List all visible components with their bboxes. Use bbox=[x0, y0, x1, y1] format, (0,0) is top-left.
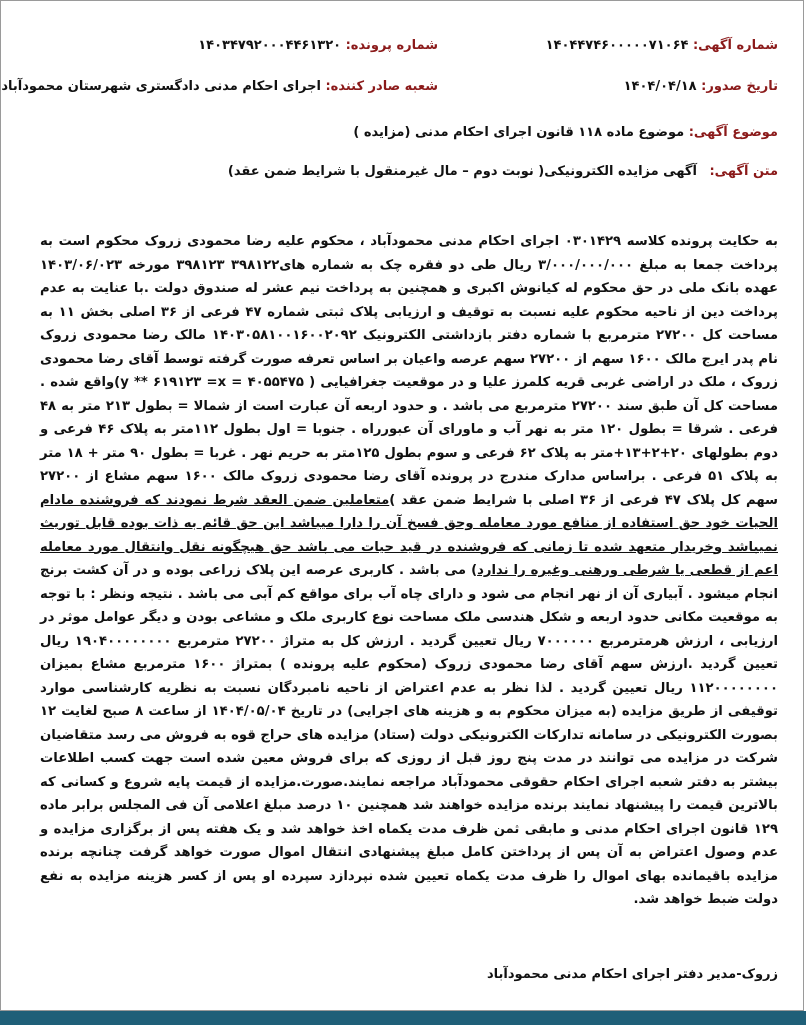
issue-date bbox=[624, 79, 778, 94]
notice-body-paragraph bbox=[40, 230, 778, 912]
issue-date-label: تاریخ صدور: bbox=[701, 79, 778, 94]
issue-date-value: ۱۴۰۴/۰۴/۱۸ bbox=[623, 79, 697, 94]
file-number bbox=[198, 38, 438, 53]
notice-subject bbox=[353, 125, 778, 140]
notice-number-label: شماره آگهی: bbox=[692, 38, 778, 53]
file-number-label: شماره پرونده: bbox=[345, 38, 438, 53]
notice-subject-value: موضوع ماده ۱۱۸ قانون اجرای احکام مدنی (مزایده ) bbox=[353, 125, 685, 140]
notice-title bbox=[228, 164, 778, 179]
bottom-bar bbox=[0, 1011, 806, 1025]
body-part-2: ) می باشد . کاربری عرصه این پلاک زراعی بوده و در آن کشت برنج انجام میشود . آبیاری آن از نهر انجام می شود و دارای چاه آب برای مواقع کم آبی می باشد . نتیجه ونظر : با توجه به موقعیت مکانی حدود اربعه و شکل هندسی ملک مساحت نوع کاربری ملک و مشاعی بودن و دیگر عوامل موثر در ارزیابی ، ارزش هرمترمربع ۷۰۰۰۰۰۰ ریال تعیین گردید . ارزش کل به متراژ ۲۷۲۰۰ مترمربع ۱۹۰۴۰۰۰۰۰۰۰۰ ریال تعیین گردید .ارزش سهم آقای رضا محمودی زروک (محکوم علیه پرونده ) بمتراژ ۱۶۰۰ مترمربع مشاع بمیزان ۱۱۲۰۰۰۰۰۰۰۰ ریال تعیین گردید . لذا نظر به عدم اعتراض از ناحیه نامبردگان نسبت به نظریه کارشناسی موارد توقیفی از طریق مزایده (به میزان محکوم به و هزینه های اجرایی) در تاریخ ۱۴۰۴/۰۵/۰۴ از ساعت ۸ صبح لغایت ۱۲ بصورت الکترونیکی در سامانه تدارکات الکترونیکی دولت (ستاد) مزایده های حراج قوه به فروش می رسد متقاضیان شرکت در مزایده می توانند در مدت پنج روز قبل از روزی که برای فروش معین شده است جهت کسب اطلاعات بیشتر به دفتر شعبه اجرای احکام حقوقی محمودآباد مراجعه نمایند.صورت.مزایده از قیمت پایه شروع و کسانی که بالاترین قیمت را پیشنهاد نمایند برنده مزایده خواهند شد همچنین ۱۰ درصد مبلغ اعلامی آن فی المجلس برابر ماده ۱۲۹ قانون اجرای احکام مدنی و مابقی ثمن ظرف مدت یکماه اخذ خواهد شد و یک هفته پس از برگزاری مزایده و عدم وصول اعتراض به آن پس از پرداختن کامل مبلغ پیشنهادی انتقال اموال صورت خواهد گرفت چنانچه برنده مزایده باقیمانده بهای اموال را ظرف مدت یکماه تعیین شده نپردازد سپرده او پس از کسر هزینه مزایده به نفع دولت ضبط خواهد شد. bbox=[40, 563, 778, 907]
notice-text-value: آگهی مزایده الکترونیکی( نوبت دوم – مال غیرمنقول با شرایط ضمن عقد) bbox=[227, 164, 697, 179]
issuing-branch bbox=[1, 79, 438, 94]
signature-line: زروک-مدیر دفتر اجرای احکام مدنی محمودآباد bbox=[486, 967, 778, 982]
notice-text-label: متن آگهی: bbox=[709, 164, 778, 179]
issuing-branch-value: اجرای احکام مدنی دادگستری شهرستان محمودآباد bbox=[1, 79, 321, 94]
notice-subject-label: موضوع آگهی: bbox=[688, 125, 778, 140]
notice-number bbox=[546, 38, 778, 53]
file-number-value: ۱۴۰۳۴۷۹۲۰۰۰۴۴۶۱۳۲۰ bbox=[198, 38, 342, 53]
body-underlined-clause: متعاملین ضمن العقد شرط نمودند که فروشنده مادام الحیات خود حق استفاده از منافع مورد معامله وحق فسخ آن را دارا میباشد این حق قائم به ذات بوده قابل توریث نمیباشد وخریدار متعهد شده تا زمانی که فروشنده در قید حیات می باشد حق هیچگونه نقل وانتقال مورد معامله اعم از قطعی یا شرطی ورهنی وغیره را ندارد bbox=[40, 492, 778, 578]
issuing-branch-label: شعبه صادر کننده: bbox=[325, 79, 438, 94]
notice-number-value: ۱۴۰۴۴۷۴۶۰۰۰۰۰۷۱۰۶۴ bbox=[545, 38, 689, 53]
notice-body bbox=[40, 230, 778, 912]
body-part-1: به حکایت پرونده کلاسه ۰۳۰۱۴۲۹ اجرای احکام مدنی محمودآباد ، محکوم علیه رضا محمودی زروک محکوم است به پرداخت جمعا به مبلغ ۳/۰۰۰/۰۰۰/۰۰۰ ریال طی دو فقره چک به شماره های۳۹۸۱۲۲ ۳۹۸۱۲۳ مورخه ۱۴۰۳/۰۶/۰۲۳ عهده بانک ملی در حق محکوم له کیانوش اکبری و همچنین به پرداخت نیم عشر له صندوق دولت .با عنایت به عدم پرداخت دین از ناحیه محکوم علیه نسبت به توقیف و ارزیابی پلاک ثبتی شماره ۴۷ فرعی از ۳۶ اصلی بخش ۱۱ به مساحت کل ۲۷۲۰۰ مترمربع با شماره دفتر بازداشتی الکترونیک ۱۴۰۳۰۵۸۱۰۰۱۶۰۰۲۰۹۲ مالک رضا محمودی زروک نام پدر ایرج مالک ۱۶۰۰ سهم از ۲۷۲۰۰ سهم عرصه واعیان بر اساس تعرفه صورت گرفته توسط آقای رضا محمودی زروک ، ملک در اراضی غربی قریه کلمرز علیا و در موقعیت جغرافیایی ( ۴۰۵۵۴۷۵ = y ** ۶۱۹۱۲۳ =x)واقع شده . مساحت کل آن طبق سند ۲۷۲۰۰ مترمربع می باشد . و حدود اربعه آن عبارت است از شمالا = بطول ۲۱۳ متر به ۴۸ فرعی . شرقا = بطول ۱۲۰ متر به نهر آب و ماورای آن عبورراه . جنوبا = اول بطول ۱۱۲متر به پلاک ۴۶ فرعی و دوم بطولهای ۲۰+۲+۱۳+متر به پلاک ۶۲ فرعی و سوم بطول ۱۲۵متر به حریم نهر . غربا = بطول ۹۰ متر + ۱۸ متر به پلاک ۵۱ فرعی . براساس مدارک مندرج در پرونده آقای رضا محمودی زروک مالک ۱۶۰۰ سهم مشاع از ۲۷۲۰۰ سهم کل پلاک ۴۷ فرعی از ۳۶ اصلی با شرایط ضمن عقد ) bbox=[40, 234, 779, 508]
